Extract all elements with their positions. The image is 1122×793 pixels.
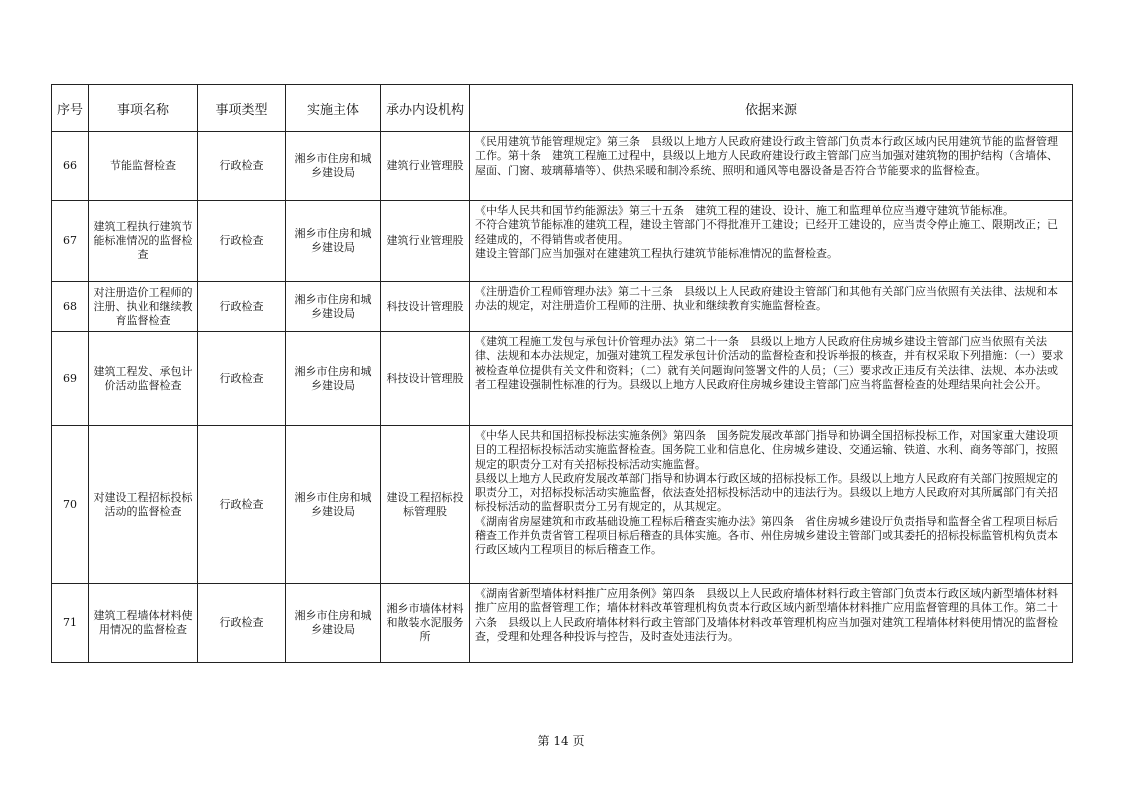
table-row [52, 282, 1073, 332]
header-name: 事项名称 [89, 85, 198, 132]
cell-item-type: 行政检查 [198, 584, 286, 663]
header-basis: 依据来源 [470, 85, 1073, 132]
header-type: 事项类型 [198, 85, 286, 132]
cell-dept: 科技设计管理股 [381, 332, 470, 426]
cell-subject: 湘乡市住房和城乡建设局 [286, 426, 381, 584]
basis-paragraph: 《民用建筑节能管理规定》第三条 县级以上地方人民政府建设行政主管部门负责本行政区域内民用建筑节能的监督管理工作。第十条 建筑工程施工过程中，县级以上地方人民政府建设行政主管部门应当加强对建筑物的围护结构（含墙体、屋面、门窗、玻璃幕墙等）、供热采暖和制冷系统、照明和通风等电器设备是否符合节能要求的监督检查。 [475, 135, 1058, 177]
table-row [52, 584, 1073, 663]
basis-paragraph: 建设主管部门应当加强对在建建筑工程执行建筑节能标准情况的监督检查。 [475, 246, 838, 260]
header-seq: 序号 [52, 85, 89, 132]
cell-item-type: 行政检查 [198, 332, 286, 426]
cell-dept: 科技设计管理股 [381, 282, 470, 332]
basis-paragraph: 县级以上地方人民政府发展改革部门指导和协调本行政区域的招标投标工作。县级以上地方人民政府有关部门按照规定的职责分工，对招标投标活动实施监督，依法查处招标投标活动中的违法行为。县级以上地方人民政府对其所属部门有关招标投标活动的监督职责分工另有规定的，从其规定。 [475, 471, 1058, 514]
table-row [52, 201, 1073, 282]
cell-subject: 湘乡市住房和城乡建设局 [286, 332, 381, 426]
basis-paragraph: 《中华人民共和国招标投标法实施条例》第四条 国务院发展改革部门指导和协调全国招标投标工作，对国家重大建设项目的工程招标投标活动实施监督检查。国务院工业和信息化、住房城乡建设、交通运输、铁道、水利、商务等部门，按照规定的职责分工对有关招标投标活动实施监督。 [475, 429, 1058, 471]
table-row [52, 332, 1073, 426]
cell-basis [470, 201, 1073, 282]
cell-item-name: 对建设工程招标投标活动的监督检查 [89, 426, 198, 584]
cell-dept: 建筑行业管理股 [381, 201, 470, 282]
cell-seq: 67 [52, 201, 89, 282]
cell-basis [470, 584, 1073, 663]
cell-subject: 湘乡市住房和城乡建设局 [286, 132, 381, 201]
cell-basis [470, 332, 1073, 426]
cell-seq: 71 [52, 584, 89, 663]
cell-seq: 70 [52, 426, 89, 584]
cell-basis [470, 282, 1073, 332]
cell-item-name: 建筑工程执行建筑节能标准情况的监督检查 [89, 201, 198, 282]
header-dept: 承办内设机构 [381, 85, 470, 132]
items-table [51, 84, 1073, 663]
cell-subject: 湘乡市住房和城乡建设局 [286, 584, 381, 663]
basis-paragraph: 《湖南省房屋建筑和市政基础设施工程标后稽查实施办法》第四条 省住房城乡建设厅负责指导和监督全省工程项目标后稽查工作并负责省管工程项目标后稽查的具体实施。各市、州住房城乡建设主管部门或其委托的招标投标监管机构负责本行政区域内工程项目的标后稽查工作。 [475, 514, 1058, 557]
cell-subject: 湘乡市住房和城乡建设局 [286, 201, 381, 282]
table-row [52, 426, 1073, 584]
cell-item-type: 行政检查 [198, 282, 286, 332]
cell-item-name: 对注册造价工程师的注册、执业和继续教育监督检查 [89, 282, 198, 332]
basis-paragraph: 《湖南省新型墙体材料推广应用条例》第四条 县级以上人民政府墙体材料行政主管部门负责本行政区域内新型墙体材料推广应用的监督管理工作；墙体材料改革管理机构负责本行政区域内新型墙体材料推广应用监督管理的具体工作。第二十六条 县级以上人民政府墙体材料行政主管部门及墙体材料改革管理机构应当加强对建筑工程墙体材料使用情况的监督检查，受理和处理各种投诉与控告，及时查处违法行为。 [475, 587, 1058, 643]
cell-basis [470, 132, 1073, 201]
cell-item-type: 行政检查 [198, 201, 286, 282]
cell-seq: 66 [52, 132, 89, 201]
basis-paragraph: 《中华人民共和国节约能源法》第三十五条 建筑工程的建设、设计、施工和监理单位应当遵守建筑节能标准。 [475, 204, 1014, 217]
cell-dept: 建筑行业管理股 [381, 132, 470, 201]
cell-dept: 建设工程招标投标管理股 [381, 426, 470, 584]
basis-paragraph: 《注册造价工程师管理办法》第二十三条 县级以上人民政府建设主管部门和其他有关部门应当依照有关法律、法规和本办法的规定，对注册造价工程师的注册、执业和继续教育实施监督检查。 [475, 285, 1058, 313]
cell-basis [470, 426, 1073, 584]
cell-dept: 湘乡市墙体材料和散装水泥服务所 [381, 584, 470, 663]
cell-item-type: 行政检查 [198, 132, 286, 201]
cell-item-name: 建筑工程发、承包计价活动监督检查 [89, 332, 198, 426]
cell-item-name: 节能监督检查 [89, 132, 198, 201]
basis-paragraph: 《建筑工程施工发包与承包计价管理办法》第二十一条 县级以上地方人民政府住房城乡建设主管部门应当依照有关法律、法规和本办法规定，加强对建筑工程发承包计价活动的监督检查和投诉举报的核查，并有权采取下列措施：（一）要求被检查单位提供有关文件和资料；（二）就有关问题询问签署文件的人员；（三）要求改正违反有关法律、法规、本办法或者工程建设强制性标准的行为。县级以上地方人民政府住房城乡建设主管部门应当将监督检查的处理结果向社会公开。 [475, 335, 1064, 391]
page-number: 第 14 页 [537, 734, 585, 748]
table-row [52, 132, 1073, 201]
cell-item-type: 行政检查 [198, 426, 286, 584]
header-row [52, 85, 1073, 132]
header-subject: 实施主体 [286, 85, 381, 132]
cell-subject: 湘乡市住房和城乡建设局 [286, 282, 381, 332]
cell-seq: 69 [52, 332, 89, 426]
basis-paragraph: 不符合建筑节能标准的建筑工程，建设主管部门不得批准开工建设；已经开工建设的，应当责令停止施工、限期改正；已经建成的，不得销售或者使用。 [475, 218, 1058, 246]
cell-item-name: 建筑工程墙体材料使用情况的监督检查 [89, 584, 198, 663]
cell-seq: 68 [52, 282, 89, 332]
